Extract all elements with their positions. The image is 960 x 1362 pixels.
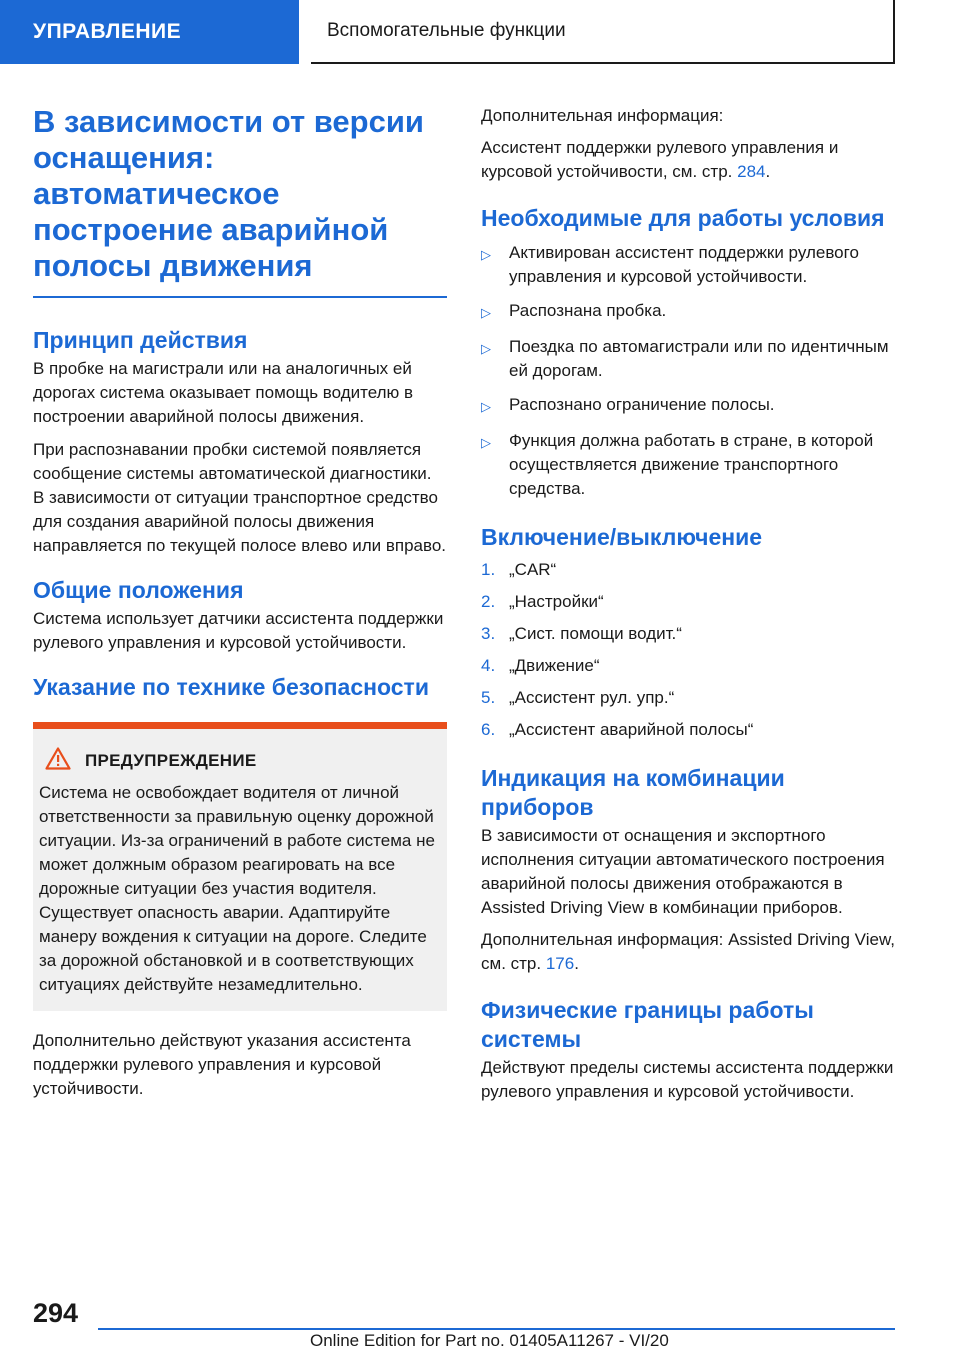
- list-item: ▷ Функция должна работать в стране, в которой осуществляется движение транспортного средства.: [481, 429, 895, 501]
- principle-paragraph-1: В пробке на магистрали или на аналогичных ей дорогах система оказывает помощь водителю в построении аварийной полосы движения.: [33, 359, 414, 426]
- warning-box: [33, 722, 447, 1011]
- right-column: [481, 104, 895, 1104]
- page-link-284[interactable]: 284: [737, 162, 766, 181]
- principle-paragraph-2: При распознавании пробки системой появляется сообщение системы автоматической диагностики. В зависимости от ситуации транспортное средство для создания аварийной полосы движения направляется по текущей полосе влево или вправо.: [33, 440, 447, 555]
- triangle-bullet-icon: ▷: [481, 341, 491, 356]
- list-item: ▷ Распознано ограничение полосы.: [481, 393, 895, 419]
- left-column: [33, 104, 447, 1101]
- chapter-tab: УПРАВЛЕНИЕ: [0, 0, 299, 64]
- steps-list: [481, 558, 895, 742]
- footer-divider: [98, 1328, 895, 1330]
- principle-heading: Принцип действия: [33, 327, 248, 353]
- list-item: ▷ Активирован ассистент поддержки рулевого управления и курсовой устойчивости.: [481, 241, 895, 289]
- general-heading: Общие положения: [33, 577, 244, 603]
- list-item: ▷ Распознана пробка.: [481, 299, 895, 325]
- info-paragraph: Ассистент поддержки рулевого управления и курсовой устойчивости, см. стр. 284.: [481, 138, 839, 181]
- warning-triangle-icon: [45, 747, 71, 775]
- triangle-bullet-icon: ▷: [481, 399, 491, 414]
- limits-paragraph: Действуют пределы системы ассистента поддержки рулевого управления и курсовой устойчивости.: [481, 1058, 894, 1101]
- cluster-paragraph: В зависимости от оснащения и экспортного исполнения ситуации автоматического построения аварийной полосы движения отображаются в Assisted Driving View в комбинации приборов.: [481, 826, 885, 917]
- page-title: В зависимости от версии оснащения: автоматическое построение аварийной полосы движения: [33, 104, 447, 298]
- cluster-info-text: Дополнительная информация: Assisted Driving View, см. стр.: [481, 930, 896, 973]
- requirements-heading: Необходимые для работы условия: [481, 205, 885, 231]
- limits-heading: Физические границы работы системы: [481, 997, 814, 1052]
- list-item: 2. „Настройки“: [481, 592, 604, 611]
- list-item: 1. „CAR“: [481, 560, 557, 579]
- list-item: 6. „Ассистент аварийной полосы“: [481, 720, 754, 739]
- warning-title: ПРЕДУПРЕЖДЕНИЕ: [85, 751, 257, 770]
- onoff-heading: Включение/выключение: [481, 524, 763, 550]
- safety-heading: Указание по технике безопасности: [33, 674, 429, 700]
- page-link-176[interactable]: 176: [545, 954, 575, 973]
- info-text: Ассистент поддержки рулевого управления и курсовой устойчивости, см. стр.: [481, 138, 839, 181]
- cluster-info-paragraph: Дополнительная информация: Assisted Driving View, см. стр. 176.: [481, 930, 896, 973]
- list-item: 5. „Ассистент рул. упр.“: [481, 688, 675, 707]
- cluster-heading: Индикация на комбинации приборов: [481, 765, 785, 820]
- warning-text: Система не освобождает водителя от личной ответственности за правильную оценку дорожной ситуации. Из-за ограничений в работе система не может должным образом реагировать на все дорожные ситуации без участия водителя. Существует опасность аварии. Адаптируйте манеру вождения к ситуации на дороге. Следите за дорожной обстановкой и в соответствующих ситуациях действуйте незамедлительно.: [39, 783, 435, 994]
- triangle-bullet-icon: ▷: [481, 435, 491, 450]
- list-item: 4. „Движение“: [481, 656, 600, 675]
- triangle-bullet-icon: ▷: [481, 247, 491, 262]
- after-warning-paragraph: Дополнительно действуют указания ассистента поддержки рулевого управления и курсовой устойчивости.: [33, 1031, 411, 1098]
- page-number: 294: [33, 1298, 79, 1328]
- section-title: Вспомогательные функции: [311, 0, 895, 64]
- requirements-list: [481, 241, 895, 501]
- list-item: ▷ Поездка по автомагистрали или по идентичным ей дорогам.: [481, 335, 895, 383]
- info-label: Дополнительная информация:: [481, 106, 724, 125]
- general-paragraph: Система использует датчики ассистента поддержки рулевого управления и курсовой устойчивости.: [33, 609, 444, 652]
- list-item: 3. „Сист. помощи водит.“: [481, 624, 682, 643]
- footer-edition: Online Edition for Part no. 01405A11267 - VI/20: [310, 1331, 669, 1350]
- triangle-bullet-icon: ▷: [481, 305, 491, 320]
